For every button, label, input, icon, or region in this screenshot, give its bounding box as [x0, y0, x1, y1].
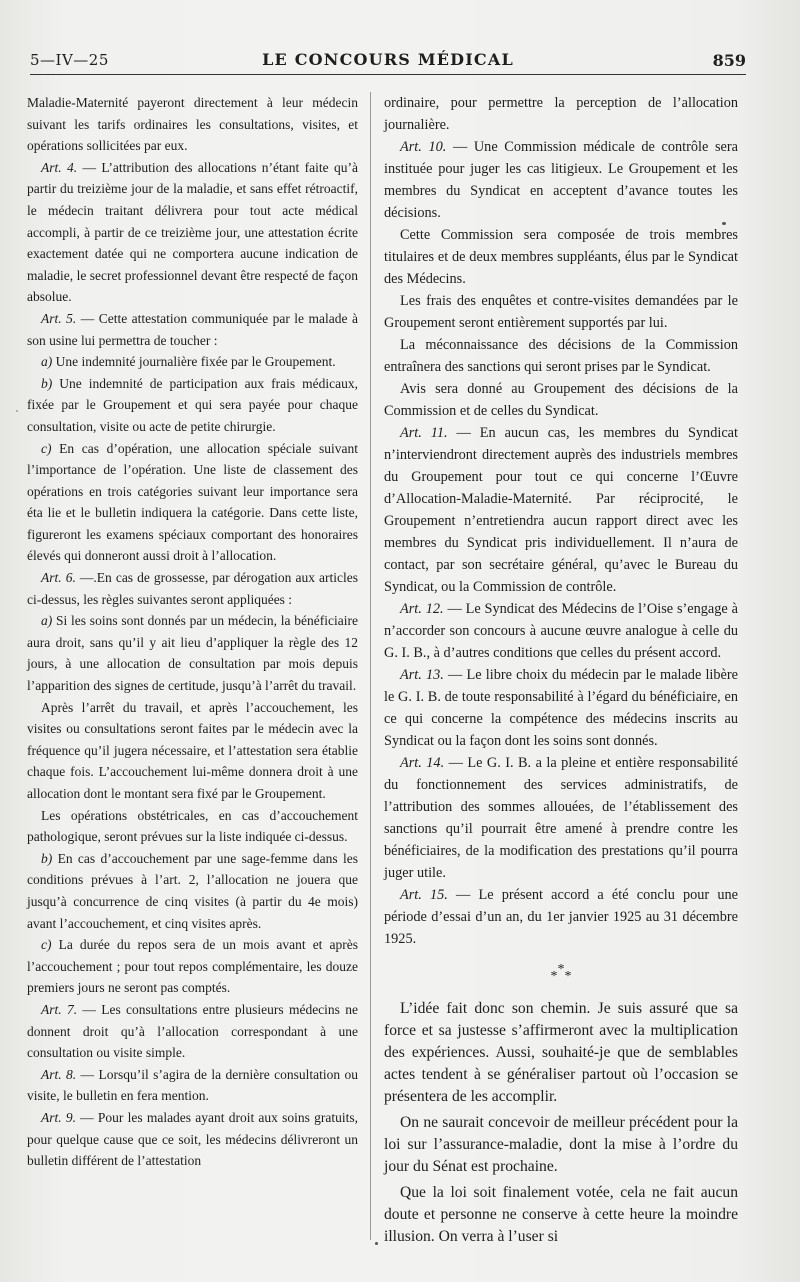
paragraph: Les opérations obstétricales, en cas d’accouchement pathologique, seront prévues sur la liste indiquée ci-dessus.	[27, 807, 358, 845]
paragraph: Après l’arrêt du travail, et après l’accouchement, les visites ou consultations seront faites par le médecin avec la fréquence qu’il jugera nécessaire, et l’attestation sera établie chaque fois. L’accouchement lui-même donnera droit à une allocation dont le montant sera fixé par le Groupement.	[27, 699, 358, 801]
paragraph: On ne saurait concevoir de meilleur précédent pour la loi sur l’assurance-maladie, dont la mise à l’ordre du jour du Sénat est prochaine.	[384, 1114, 738, 1175]
article-6: Art. 6. —.En cas de grossesse, par dérogation aux articles ci-dessus, les règles suivantes seront appliquées :	[27, 570, 358, 607]
paragraph: La méconnaissance des décisions de la Commission entraînera des sanctions qui seront prises par le Syndicat.	[384, 337, 738, 375]
ink-speck	[375, 1242, 378, 1245]
article-6-b: b) En cas d’accouchement par une sage-femme dans les conditions prévues à l’art. 2, l’allocation ne jouera que jusqu’à concurrence de cinq visites (à partir du 4e mois) avant l’accouchement, et cinq visites après.	[27, 850, 358, 931]
paragraph: ordinaire, pour permettre la perception de l’allocation journalière.	[384, 95, 738, 133]
article-6-a: a) Si les soins sont donnés par un médecin, la bénéficiaire aura droit, sans qu’il y ait lieu d’appliquer la règle des 12 jours, à une allocation de consultation par mois depuis l’apparition des signes de certitude, jusqu’à l’arrêt du travail.	[27, 613, 358, 694]
column-divider	[370, 92, 371, 1240]
article-5-c: c) En cas d’opération, une allocation spéciale suivant l’importance de l’opération. Une liste de classement des opérations en trois catégories suivant leur importance sera éta lie et le bulletin indiquera la catégorie. Dans cette liste, figureront les examens spéciaux comportant des honoraires élevés qui donneront aussi droit à l’allocation.	[27, 440, 358, 564]
paragraph: Avis sera donné au Groupement des décisions de la Commission et de celles du Syndicat.	[384, 381, 738, 419]
ink-speck	[16, 410, 18, 412]
article-5-b: b) Une indemnité de participation aux frais médicaux, fixée par le Groupement et qui sera payée pour chaque consultation, visite ou acte de petite chirurgie.	[27, 375, 358, 434]
article-10: Art. 10. — Une Commission médicale de contrôle sera instituée pour juger les cas litigieux. Le Groupement et les membres du Syndicat en acceptent d’avance toutes les décisions.	[384, 139, 738, 221]
paragraph: Que la loi soit finalement votée, cela ne fait aucun doute et personne ne conserve à cette heure la moindre illusion. On verra à l’user si	[384, 1184, 738, 1245]
paragraph: L’idée fait donc son chemin. Je suis assuré que sa force et sa justesse s’affirmeront avec la multiplication des expériences. Aussi, souhaité-je que de semblables actes tendent à se généraliser partout où l’occasion se présentera de les accomplir.	[384, 1000, 738, 1105]
page-header	[30, 48, 746, 75]
left-column	[27, 92, 358, 1172]
article-9: Art. 9. — Pour les malades ayant droit aux soins gratuits, pour quelque cause que ce soit, les médecins délivreront un bulletin différent de l’attestation	[27, 1109, 358, 1169]
article-13: Art. 13. — Le libre choix du médecin par le malade libère le G. I. B. de toute responsabilité à l’égard du bénéficiaire, en ce qui concerne la compétence des médecins inscrits au Syndicat ou la façon dont les soins sont donnés.	[384, 667, 738, 749]
paragraph: Les frais des enquêtes et contre-visites demandées par le Groupement seront entièrement supportés par lui.	[384, 293, 738, 331]
paragraph: Cette Commission sera composée de trois membres titulaires et de deux membres suppléants, élus par le Syndicat des Médecins.	[384, 227, 738, 287]
right-column	[384, 92, 738, 1252]
page-number: 859	[712, 51, 746, 70]
article-5-a: a) Une indemnité journalière fixée par le Groupement.	[41, 354, 336, 370]
asterism-separator	[384, 962, 738, 984]
article-12: Art. 12. — Le Syndicat des Médecins de l’Oise s’engage à n’accorder son concours à aucune œuvre analogue à celle du G. I. B., à d’autres conditions que celles du présent accord.	[384, 601, 738, 661]
article-4: Art. 4. — L’attribution des allocations n’étant faite qu’à partir du treizième jour de la maladie, et sans effet rétroactif, le médecin traitant délivrera pour tout acte médical accompli, à partir de ce treizième jour, une attestation écrite exactement datée qui ne comportera aucune indication de maladie, le secret professionnel devant être respecté de façon absolue.	[27, 159, 358, 305]
issue-date: 5—IV—25	[30, 51, 109, 69]
asterisk: *	[557, 962, 565, 977]
paragraph: Maladie-Maternité payeront directement à leur médecin suivant les tarifs ordinaires les consultations, visites, et opérations sollicitées par eux.	[27, 95, 358, 154]
asterisk: *	[564, 969, 572, 984]
article-11: Art. 11. — En aucun cas, les membres du Syndicat n’interviendront directement auprès des industriels membres du Groupement pour tout ce qui concerne l’Œuvre d’Allocation-Maladie-Maternité. Par réciprocité, le Groupement n’entretiendra aucun rapport direct avec les membres du Syndicat pris individuellement. Il n’aura de contact, par son secrétaire général, qu’avec le Bureau du Syndicat, ou la Commission de contrôle.	[384, 425, 738, 595]
ink-speck	[722, 222, 726, 225]
article-7: Art. 7. — Les consultations entre plusieurs médecins ne donnent droit qu’à l’allocation correspondant à une consultation ou visite simple.	[27, 1001, 358, 1061]
article-5: Art. 5. — Cette attestation communiquée par le malade à son usine lui permettra de toucher :	[27, 310, 358, 348]
article-14: Art. 14. — Le G. I. B. a la pleine et entière responsabilité du fonctionnement des services administratifs, de l’attribution des sommes allouées, de l’établissement des sanctions qu’il pourrait être amené à prendre contre les bénéficiaires, de la modification des prestations qu’il pourra juger utile.	[384, 755, 739, 881]
article-8: Art. 8. — Lorsqu’il s’agira de la dernière consultation ou visite, le bulletin en fera mention.	[27, 1066, 358, 1104]
article-15: Art. 15. — Le présent accord a été conclu pour une période d’essai d’un an, du 1er janvier 1925 au 31 décembre 1925.	[384, 887, 738, 947]
asterisk: *	[550, 969, 558, 984]
essay-section	[384, 998, 738, 1248]
journal-title: LE CONCOURS MÉDICAL	[262, 50, 514, 69]
article-6-c: c) La durée du repos sera de un mois avant et après l’accouchement ; pour tout repos complémentaire, les douze premiers jours ne seront pas comptés.	[27, 937, 358, 996]
